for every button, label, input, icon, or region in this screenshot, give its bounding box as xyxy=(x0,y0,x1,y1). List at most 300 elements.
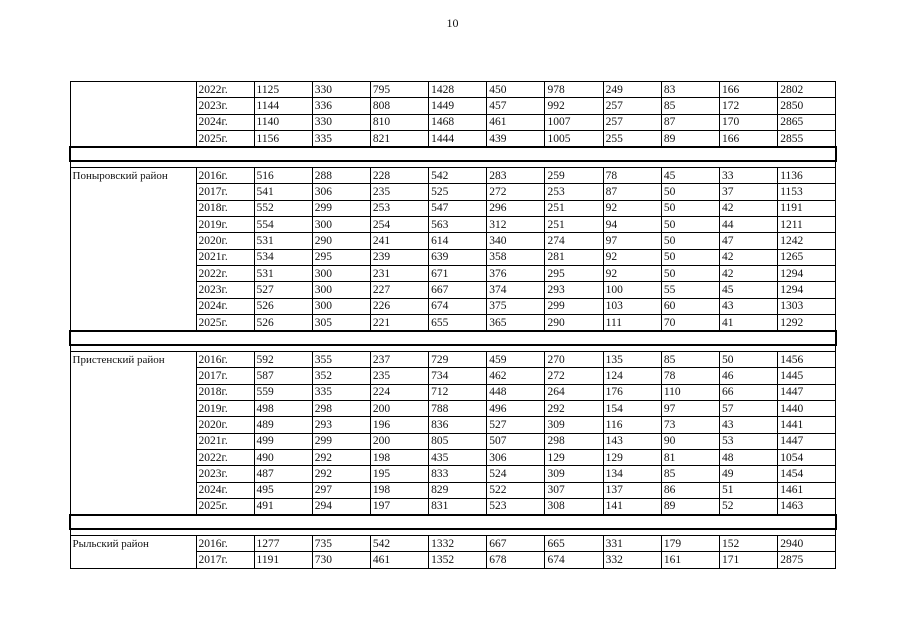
value-cell: 547 xyxy=(429,200,487,216)
value-cell: 100 xyxy=(603,282,661,298)
year-cell: 2024г. xyxy=(196,114,254,130)
value-cell: 330 xyxy=(312,82,370,98)
value-cell: 249 xyxy=(603,82,661,98)
value-cell: 1332 xyxy=(429,536,487,552)
value-cell: 1449 xyxy=(429,98,487,114)
value-cell: 833 xyxy=(429,466,487,482)
value-cell: 50 xyxy=(661,233,719,249)
value-cell: 667 xyxy=(429,282,487,298)
value-cell: 374 xyxy=(487,282,545,298)
value-cell: 42 xyxy=(720,249,778,265)
value-cell: 1140 xyxy=(254,114,312,130)
value-cell: 94 xyxy=(603,217,661,233)
value-cell: 171 xyxy=(720,552,778,568)
year-cell: 2016г. xyxy=(196,168,254,184)
value-cell: 103 xyxy=(603,298,661,314)
value-cell: 450 xyxy=(487,82,545,98)
value-cell: 336 xyxy=(312,98,370,114)
value-cell: 141 xyxy=(603,498,661,515)
value-cell: 90 xyxy=(661,433,719,449)
value-cell: 355 xyxy=(312,352,370,368)
value-cell: 2850 xyxy=(778,98,836,114)
value-cell: 2940 xyxy=(778,536,836,552)
value-cell: 527 xyxy=(254,282,312,298)
value-cell: 33 xyxy=(720,168,778,184)
year-cell: 2024г. xyxy=(196,298,254,314)
section-separator xyxy=(70,515,836,529)
value-cell: 111 xyxy=(603,314,661,331)
value-cell: 292 xyxy=(545,401,603,417)
value-cell: 587 xyxy=(254,368,312,384)
value-cell: 352 xyxy=(312,368,370,384)
value-cell: 197 xyxy=(370,498,428,515)
value-cell: 231 xyxy=(370,265,428,281)
value-cell: 531 xyxy=(254,233,312,249)
value-cell: 110 xyxy=(661,384,719,400)
value-cell: 674 xyxy=(429,298,487,314)
statistics-table xyxy=(69,81,837,569)
value-cell: 253 xyxy=(545,184,603,200)
table-body xyxy=(70,82,836,569)
value-cell: 1156 xyxy=(254,130,312,147)
value-cell: 331 xyxy=(603,536,661,552)
value-cell: 235 xyxy=(370,368,428,384)
value-cell: 170 xyxy=(720,114,778,130)
value-cell: 221 xyxy=(370,314,428,331)
value-cell: 73 xyxy=(661,417,719,433)
value-cell: 270 xyxy=(545,352,603,368)
value-cell: 534 xyxy=(254,249,312,265)
value-cell: 198 xyxy=(370,482,428,498)
value-cell: 439 xyxy=(487,130,545,147)
value-cell: 1125 xyxy=(254,82,312,98)
district-name: Поныровский район xyxy=(70,168,196,331)
value-cell: 788 xyxy=(429,401,487,417)
value-cell: 241 xyxy=(370,233,428,249)
value-cell: 227 xyxy=(370,282,428,298)
value-cell: 300 xyxy=(312,298,370,314)
value-cell: 42 xyxy=(720,200,778,216)
district-name: Рыльский район xyxy=(70,536,196,569)
value-cell: 1294 xyxy=(778,265,836,281)
value-cell: 42 xyxy=(720,265,778,281)
value-cell: 1054 xyxy=(778,449,836,465)
year-cell: 2016г. xyxy=(196,536,254,552)
value-cell: 89 xyxy=(661,130,719,147)
value-cell: 300 xyxy=(312,265,370,281)
value-cell: 81 xyxy=(661,449,719,465)
value-cell: 527 xyxy=(487,417,545,433)
value-cell: 253 xyxy=(370,200,428,216)
value-cell: 1461 xyxy=(778,482,836,498)
value-cell: 51 xyxy=(720,482,778,498)
district-name xyxy=(70,82,196,148)
value-cell: 667 xyxy=(487,536,545,552)
value-cell: 1428 xyxy=(429,82,487,98)
value-cell: 489 xyxy=(254,417,312,433)
year-cell: 2022г. xyxy=(196,449,254,465)
value-cell: 50 xyxy=(720,352,778,368)
value-cell: 1242 xyxy=(778,233,836,249)
value-cell: 224 xyxy=(370,384,428,400)
value-cell: 66 xyxy=(720,384,778,400)
value-cell: 43 xyxy=(720,417,778,433)
value-cell: 2875 xyxy=(778,552,836,568)
value-cell: 491 xyxy=(254,498,312,515)
value-cell: 2802 xyxy=(778,82,836,98)
table-row xyxy=(70,168,836,184)
year-cell: 2023г. xyxy=(196,282,254,298)
value-cell: 2855 xyxy=(778,130,836,147)
value-cell: 41 xyxy=(720,314,778,331)
value-cell: 97 xyxy=(603,233,661,249)
value-cell: 50 xyxy=(661,265,719,281)
value-cell: 135 xyxy=(603,352,661,368)
value-cell: 523 xyxy=(487,498,545,515)
district-name: Пристенский район xyxy=(70,352,196,515)
value-cell: 293 xyxy=(312,417,370,433)
value-cell: 1005 xyxy=(545,130,603,147)
value-cell: 294 xyxy=(312,498,370,515)
value-cell: 235 xyxy=(370,184,428,200)
section-separator xyxy=(70,331,836,345)
value-cell: 152 xyxy=(720,536,778,552)
value-cell: 1445 xyxy=(778,368,836,384)
value-cell: 92 xyxy=(603,265,661,281)
value-cell: 531 xyxy=(254,265,312,281)
value-cell: 281 xyxy=(545,249,603,265)
value-cell: 228 xyxy=(370,168,428,184)
value-cell: 309 xyxy=(545,466,603,482)
value-cell: 1007 xyxy=(545,114,603,130)
value-cell: 45 xyxy=(661,168,719,184)
year-cell: 2018г. xyxy=(196,200,254,216)
value-cell: 129 xyxy=(603,449,661,465)
value-cell: 674 xyxy=(545,552,603,568)
value-cell: 375 xyxy=(487,298,545,314)
value-cell: 1440 xyxy=(778,401,836,417)
year-cell: 2024г. xyxy=(196,482,254,498)
value-cell: 300 xyxy=(312,282,370,298)
value-cell: 154 xyxy=(603,401,661,417)
value-cell: 116 xyxy=(603,417,661,433)
value-cell: 299 xyxy=(312,433,370,449)
year-cell: 2025г. xyxy=(196,130,254,147)
value-cell: 712 xyxy=(429,384,487,400)
value-cell: 1191 xyxy=(254,552,312,568)
year-cell: 2021г. xyxy=(196,433,254,449)
year-cell: 2019г. xyxy=(196,217,254,233)
value-cell: 37 xyxy=(720,184,778,200)
value-cell: 299 xyxy=(312,200,370,216)
value-cell: 1447 xyxy=(778,433,836,449)
value-cell: 200 xyxy=(370,401,428,417)
value-cell: 226 xyxy=(370,298,428,314)
value-cell: 292 xyxy=(312,466,370,482)
value-cell: 734 xyxy=(429,368,487,384)
value-cell: 237 xyxy=(370,352,428,368)
value-cell: 554 xyxy=(254,217,312,233)
value-cell: 1153 xyxy=(778,184,836,200)
table-row xyxy=(70,536,836,552)
value-cell: 810 xyxy=(370,114,428,130)
value-cell: 297 xyxy=(312,482,370,498)
value-cell: 92 xyxy=(603,249,661,265)
value-cell: 836 xyxy=(429,417,487,433)
value-cell: 376 xyxy=(487,265,545,281)
value-cell: 239 xyxy=(370,249,428,265)
value-cell: 1303 xyxy=(778,298,836,314)
value-cell: 992 xyxy=(545,98,603,114)
value-cell: 495 xyxy=(254,482,312,498)
section-separator xyxy=(70,147,836,161)
value-cell: 462 xyxy=(487,368,545,384)
value-cell: 166 xyxy=(720,82,778,98)
value-cell: 254 xyxy=(370,217,428,233)
value-cell: 330 xyxy=(312,114,370,130)
value-cell: 296 xyxy=(487,200,545,216)
value-cell: 87 xyxy=(603,184,661,200)
value-cell: 524 xyxy=(487,466,545,482)
value-cell: 435 xyxy=(429,449,487,465)
value-cell: 1136 xyxy=(778,168,836,184)
year-cell: 2022г. xyxy=(196,265,254,281)
value-cell: 295 xyxy=(545,265,603,281)
value-cell: 1444 xyxy=(429,130,487,147)
value-cell: 272 xyxy=(545,368,603,384)
value-cell: 306 xyxy=(312,184,370,200)
value-cell: 542 xyxy=(429,168,487,184)
value-cell: 298 xyxy=(545,433,603,449)
value-cell: 831 xyxy=(429,498,487,515)
value-cell: 97 xyxy=(661,401,719,417)
value-cell: 1294 xyxy=(778,282,836,298)
year-cell: 2025г. xyxy=(196,314,254,331)
value-cell: 299 xyxy=(545,298,603,314)
value-cell: 358 xyxy=(487,249,545,265)
value-cell: 55 xyxy=(661,282,719,298)
value-cell: 89 xyxy=(661,498,719,515)
value-cell: 563 xyxy=(429,217,487,233)
value-cell: 92 xyxy=(603,200,661,216)
value-cell: 1144 xyxy=(254,98,312,114)
table-row xyxy=(70,352,836,368)
year-cell: 2020г. xyxy=(196,417,254,433)
value-cell: 300 xyxy=(312,217,370,233)
value-cell: 461 xyxy=(370,552,428,568)
value-cell: 85 xyxy=(661,98,719,114)
value-cell: 730 xyxy=(312,552,370,568)
value-cell: 795 xyxy=(370,82,428,98)
value-cell: 47 xyxy=(720,233,778,249)
year-cell: 2017г. xyxy=(196,184,254,200)
value-cell: 526 xyxy=(254,298,312,314)
value-cell: 272 xyxy=(487,184,545,200)
value-cell: 496 xyxy=(487,401,545,417)
value-cell: 196 xyxy=(370,417,428,433)
value-cell: 614 xyxy=(429,233,487,249)
value-cell: 308 xyxy=(545,498,603,515)
value-cell: 49 xyxy=(720,466,778,482)
value-cell: 335 xyxy=(312,384,370,400)
value-cell: 255 xyxy=(603,130,661,147)
value-cell: 1441 xyxy=(778,417,836,433)
separator-band xyxy=(70,147,836,161)
value-cell: 499 xyxy=(254,433,312,449)
year-cell: 2019г. xyxy=(196,401,254,417)
value-cell: 1352 xyxy=(429,552,487,568)
value-cell: 290 xyxy=(545,314,603,331)
value-cell: 50 xyxy=(661,217,719,233)
value-cell: 1292 xyxy=(778,314,836,331)
separator-band xyxy=(70,331,836,345)
value-cell: 457 xyxy=(487,98,545,114)
value-cell: 44 xyxy=(720,217,778,233)
value-cell: 1277 xyxy=(254,536,312,552)
value-cell: 48 xyxy=(720,449,778,465)
value-cell: 1211 xyxy=(778,217,836,233)
table-row xyxy=(70,82,836,98)
value-cell: 60 xyxy=(661,298,719,314)
value-cell: 50 xyxy=(661,200,719,216)
value-cell: 821 xyxy=(370,130,428,147)
value-cell: 83 xyxy=(661,82,719,98)
value-cell: 541 xyxy=(254,184,312,200)
value-cell: 78 xyxy=(661,368,719,384)
value-cell: 172 xyxy=(720,98,778,114)
value-cell: 305 xyxy=(312,314,370,331)
value-cell: 507 xyxy=(487,433,545,449)
value-cell: 257 xyxy=(603,114,661,130)
value-cell: 516 xyxy=(254,168,312,184)
value-cell: 665 xyxy=(545,536,603,552)
value-cell: 52 xyxy=(720,498,778,515)
separator-band xyxy=(70,515,836,529)
value-cell: 292 xyxy=(312,449,370,465)
value-cell: 542 xyxy=(370,536,428,552)
value-cell: 161 xyxy=(661,552,719,568)
value-cell: 1454 xyxy=(778,466,836,482)
value-cell: 50 xyxy=(661,184,719,200)
value-cell: 53 xyxy=(720,433,778,449)
value-cell: 309 xyxy=(545,417,603,433)
value-cell: 498 xyxy=(254,401,312,417)
value-cell: 134 xyxy=(603,466,661,482)
value-cell: 639 xyxy=(429,249,487,265)
value-cell: 283 xyxy=(487,168,545,184)
value-cell: 671 xyxy=(429,265,487,281)
year-cell: 2017г. xyxy=(196,368,254,384)
value-cell: 487 xyxy=(254,466,312,482)
value-cell: 526 xyxy=(254,314,312,331)
value-cell: 340 xyxy=(487,233,545,249)
year-cell: 2025г. xyxy=(196,498,254,515)
value-cell: 200 xyxy=(370,433,428,449)
year-cell: 2017г. xyxy=(196,552,254,568)
value-cell: 559 xyxy=(254,384,312,400)
value-cell: 490 xyxy=(254,449,312,465)
year-cell: 2023г. xyxy=(196,466,254,482)
value-cell: 1265 xyxy=(778,249,836,265)
value-cell: 86 xyxy=(661,482,719,498)
value-cell: 335 xyxy=(312,130,370,147)
year-cell: 2021г. xyxy=(196,249,254,265)
value-cell: 124 xyxy=(603,368,661,384)
value-cell: 829 xyxy=(429,482,487,498)
value-cell: 312 xyxy=(487,217,545,233)
value-cell: 179 xyxy=(661,536,719,552)
value-cell: 176 xyxy=(603,384,661,400)
value-cell: 45 xyxy=(720,282,778,298)
value-cell: 805 xyxy=(429,433,487,449)
year-cell: 2016г. xyxy=(196,352,254,368)
value-cell: 143 xyxy=(603,433,661,449)
value-cell: 264 xyxy=(545,384,603,400)
value-cell: 50 xyxy=(661,249,719,265)
value-cell: 129 xyxy=(545,449,603,465)
value-cell: 735 xyxy=(312,536,370,552)
value-cell: 251 xyxy=(545,200,603,216)
value-cell: 552 xyxy=(254,200,312,216)
value-cell: 298 xyxy=(312,401,370,417)
value-cell: 808 xyxy=(370,98,428,114)
value-cell: 46 xyxy=(720,368,778,384)
value-cell: 1463 xyxy=(778,498,836,515)
value-cell: 1447 xyxy=(778,384,836,400)
value-cell: 592 xyxy=(254,352,312,368)
value-cell: 43 xyxy=(720,298,778,314)
value-cell: 137 xyxy=(603,482,661,498)
year-cell: 2020г. xyxy=(196,233,254,249)
value-cell: 729 xyxy=(429,352,487,368)
value-cell: 70 xyxy=(661,314,719,331)
value-cell: 2865 xyxy=(778,114,836,130)
value-cell: 85 xyxy=(661,466,719,482)
value-cell: 293 xyxy=(545,282,603,298)
value-cell: 525 xyxy=(429,184,487,200)
value-cell: 307 xyxy=(545,482,603,498)
value-cell: 459 xyxy=(487,352,545,368)
value-cell: 1456 xyxy=(778,352,836,368)
value-cell: 166 xyxy=(720,130,778,147)
year-cell: 2018г. xyxy=(196,384,254,400)
value-cell: 1191 xyxy=(778,200,836,216)
value-cell: 288 xyxy=(312,168,370,184)
value-cell: 290 xyxy=(312,233,370,249)
value-cell: 306 xyxy=(487,449,545,465)
value-cell: 87 xyxy=(661,114,719,130)
value-cell: 274 xyxy=(545,233,603,249)
value-cell: 259 xyxy=(545,168,603,184)
value-cell: 461 xyxy=(487,114,545,130)
value-cell: 522 xyxy=(487,482,545,498)
value-cell: 332 xyxy=(603,552,661,568)
value-cell: 448 xyxy=(487,384,545,400)
value-cell: 365 xyxy=(487,314,545,331)
year-cell: 2022г. xyxy=(196,82,254,98)
year-cell: 2023г. xyxy=(196,98,254,114)
value-cell: 78 xyxy=(603,168,661,184)
value-cell: 295 xyxy=(312,249,370,265)
value-cell: 251 xyxy=(545,217,603,233)
value-cell: 195 xyxy=(370,466,428,482)
value-cell: 198 xyxy=(370,449,428,465)
value-cell: 85 xyxy=(661,352,719,368)
value-cell: 57 xyxy=(720,401,778,417)
value-cell: 1468 xyxy=(429,114,487,130)
value-cell: 978 xyxy=(545,82,603,98)
value-cell: 257 xyxy=(603,98,661,114)
